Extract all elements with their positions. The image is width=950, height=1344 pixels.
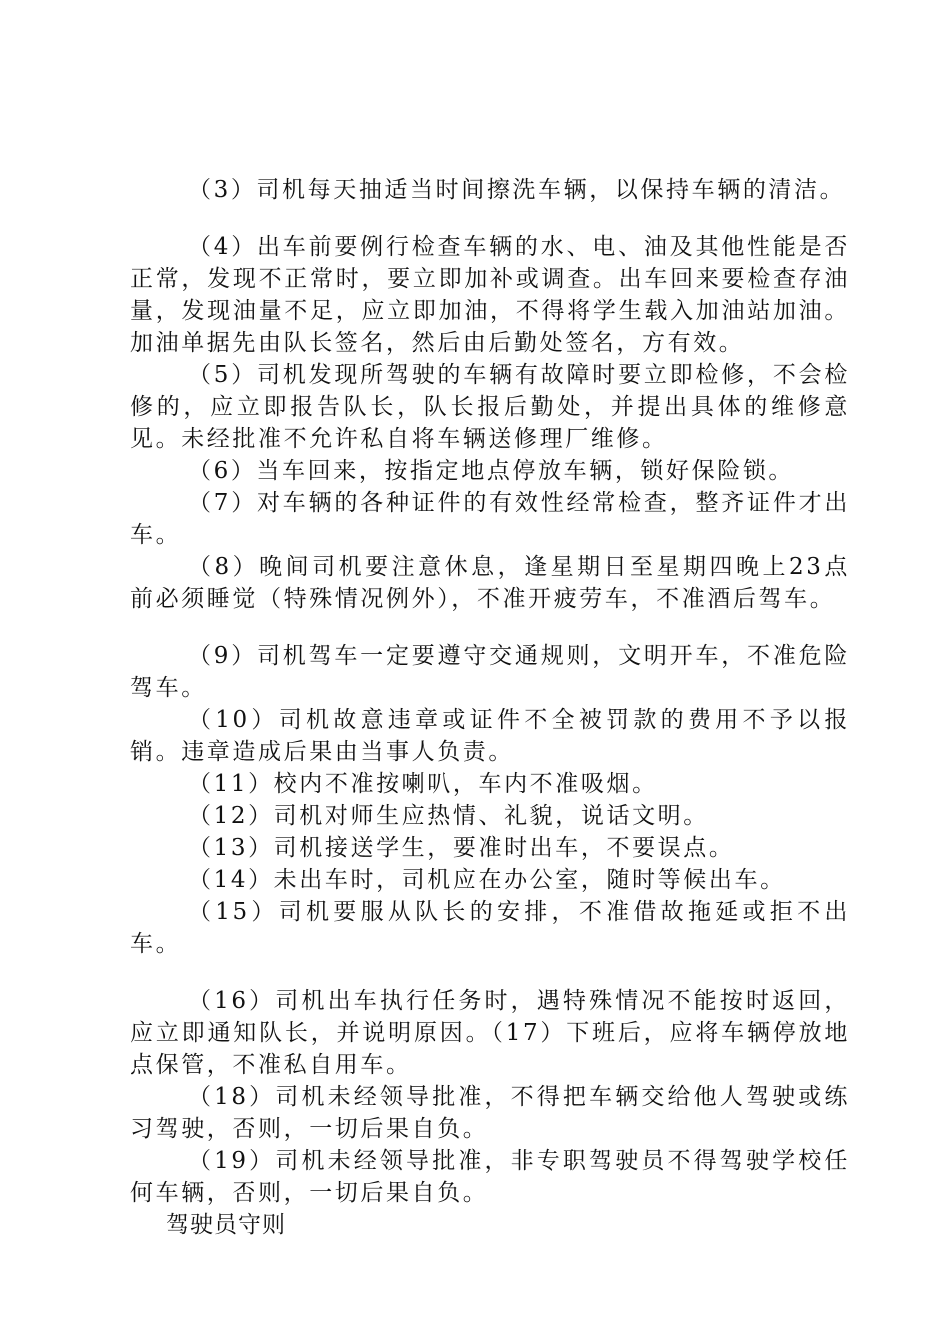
rule-15: （15）司机要服从队长的安排，不准借故拖延或拒不出车。 (130, 899, 850, 957)
rule-18: （18）司机未经领导批准，不得把车辆交给他人驾驶或练习驾驶，否则，一切后果自负。 (130, 1084, 850, 1142)
rule-6: （6）当车回来，按指定地点停放车辆，锁好保险锁。 (188, 458, 795, 484)
rule-14: （14）未出车时，司机应在办公室，随时等候出车。 (188, 867, 786, 893)
rule-16-17: （16）司机出车执行任务时，遇特殊情况不能按时返回，应立即通知队长，并说明原因。（17）下班后，应将车辆停放地点保管，不准私自用车。 (130, 988, 850, 1078)
rule-19: （19）司机未经领导批准，非专职驾驶员不得驾驶学校任何车辆，否则，一切后果自负。 (130, 1148, 850, 1206)
rule-9: （9）司机驾车一定要遵守交通规则，文明开车，不准危险驾车。 (130, 643, 850, 701)
rule-13: （13）司机接送学生，要准时出车，不要误点。 (188, 835, 735, 861)
rule-3: （3）司机每天抽适当时间擦洗车辆，以保持车辆的清洁。 (188, 177, 846, 203)
rule-10: （10）司机故意违章或证件不全被罚款的费用不予以报销。违章造成后果由当事人负责。 (130, 707, 850, 765)
document-body (130, 174, 850, 1241)
rule-12: （12）司机对师生应热情、礼貌，说话文明。 (188, 803, 709, 829)
rule-8: （8）晚间司机要注意休息，逢星期日至星期四晚上23点前必须睡觉（特殊情况例外），不准开疲劳车，不准酒后驾车。 (130, 554, 850, 612)
rule-7: （7）对车辆的各种证件的有效性经常检查，整齐证件才出车。 (130, 490, 850, 548)
rule-4: （4）出车前要例行检查车辆的水、电、油及其他性能是否正常，发现不正常时，要立即加补或调查。出车回来要检查存油量，发现油量不足，应立即加油，不得将学生载入加油站加油。加油单据先由队长签名，然后由后勤处签名，方有效。 (130, 234, 850, 356)
rule-11: （11）校内不准按喇叭，车内不准吸烟。 (188, 771, 658, 797)
closing-title: 驾驶员守则 (166, 1212, 286, 1238)
rule-5: （5）司机发现所驾驶的车辆有故障时要立即检修，不会检修的，应立即报告队长，队长报后勤处，并提出具体的维修意见。未经批准不允许私自将车辆送修理厂维修。 (130, 362, 850, 452)
